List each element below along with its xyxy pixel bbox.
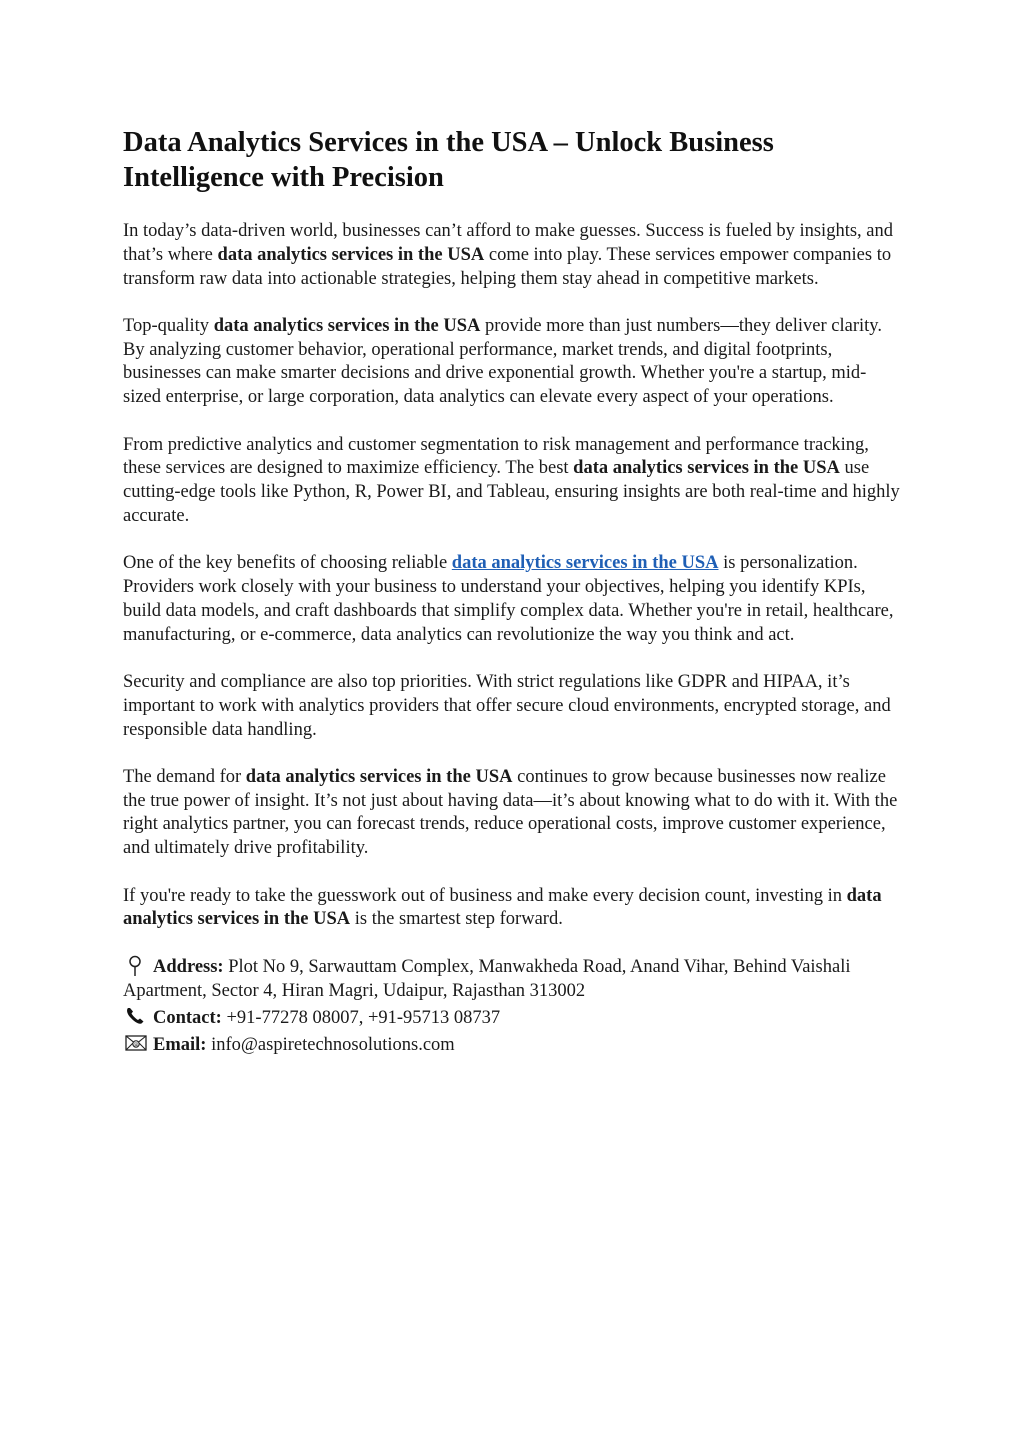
bold-keyword: data analytics services in the USA	[213, 315, 481, 336]
document-page	[123, 125, 903, 1057]
paragraph-closing	[123, 885, 903, 933]
paragraph-text: The demand for	[123, 766, 246, 787]
svg-text:@: @	[133, 1042, 139, 1049]
phone-line	[123, 1006, 903, 1030]
bold-keyword: data analytics services in the USA	[573, 458, 840, 479]
email-label: Email:	[153, 1035, 207, 1056]
address-label: Address:	[153, 957, 224, 978]
paragraph-text: is the smartest step forward.	[350, 909, 563, 930]
paragraph-text: use cutting-edge tools like Python, R, Power BI, and Tableau, ensuring insights are both real-time and highly accurate.	[123, 458, 900, 526]
email-value: info@aspiretechnosolutions.com	[206, 1035, 455, 1056]
paragraph-benefits	[123, 552, 903, 647]
bold-keyword: data analytics services in the USA	[245, 766, 513, 787]
envelope-icon	[123, 1033, 153, 1053]
bold-keyword: data analytics services in the USA	[123, 885, 882, 930]
address-value: Plot No 9, Sarwauttam Complex, Manwakheda Road, Anand Vihar, Behind Vaishali Apartment, Sector 4, Hiran Magri, Udaipur, Rajasthan 313002	[123, 957, 851, 1002]
paragraph-text: provide more than just numbers—they deliver clarity. By analyzing customer behavior, operational performance, market trends, and digital footprints, businesses can make smarter decisions and drive exponential growth. Whether you're a startup, mid-sized enterprise, or large corporation, data analytics can elevate every aspect of your operations.	[123, 315, 882, 408]
paragraph-text: From predictive analytics and customer segmentation to risk management and performance tracking, these services are designed to maximize efficiency. The best	[123, 434, 869, 479]
paragraph-text: is personalization. Providers work closely with your business to understand your objectives, helping you identify KPIs, build data models, and craft dashboards that simplify complex data. Whether you're in retail, healthcare, manufacturing, or e-commerce, data analytics can revolutionize the way you think and act.	[123, 553, 894, 645]
paragraph-security	[123, 671, 903, 742]
email-line	[123, 1033, 903, 1057]
services-link[interactable]: data analytics services in the USA	[451, 553, 719, 574]
phone-label: Contact:	[153, 1008, 222, 1029]
paragraph-predictive	[123, 434, 903, 529]
pin-icon	[123, 955, 153, 975]
paragraph-intro	[123, 220, 903, 291]
bold-keyword: data analytics services in the USA	[217, 244, 485, 265]
paragraph-top-quality	[123, 315, 903, 410]
paragraph-text: One of the key benefits of choosing reliable	[123, 553, 452, 574]
paragraph-text: continues to grow because businesses now realize the true power of insight. It’s not just about having data—it’s about knowing what to do with it. With the right analytics partner, you can forecast trends, reduce operational costs, improve customer experience, and ultimately drive profitability.	[123, 766, 898, 859]
paragraph-text: In today’s data-driven world, businesses can’t afford to make guesses. Success is fueled by insights, and that’s where	[123, 221, 893, 265]
paragraph-text: If you're ready to take the guesswork out of business and make every decision count, investing in	[123, 885, 847, 906]
paragraph-text: Security and compliance are also top priorities. With strict regulations like GDPR and HIPAA, it’s important to work with analytics providers that offer secure cloud environments, encrypted storage, and responsible data handling.	[123, 671, 891, 740]
address-line	[123, 955, 903, 1003]
paragraph-text: Top-quality	[123, 315, 214, 336]
paragraph-text: come into play. These services empower companies to transform raw data into actionable strategies, helping them stay ahead in competitive markets.	[123, 244, 892, 289]
phone-icon	[123, 1006, 153, 1026]
paragraph-demand	[123, 766, 903, 861]
contact-block	[123, 955, 903, 1057]
page-title: Data Analytics Services in the USA – Unlock Business Intelligence with Precision	[123, 127, 774, 193]
phone-value: +91-77278 08007, +91-95713 08737	[221, 1008, 501, 1029]
